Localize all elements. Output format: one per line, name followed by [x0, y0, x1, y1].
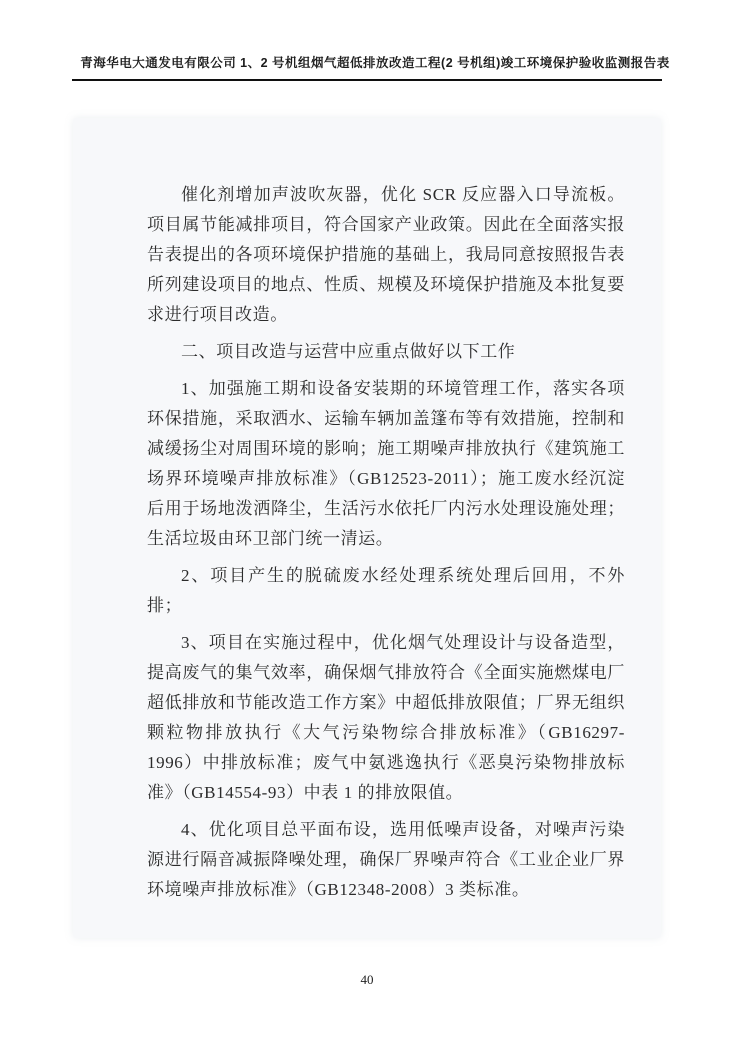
- header-divider-rule: [72, 79, 662, 81]
- paragraph-item-4-noise: 4、优化项目总平面布设，选用低噪声设备，对噪声污染源进行隔音减振降噪处理，确保厂界噪声符合《工业企业厂界环境噪声排放标准》（GB12348-2008）3 类标准。: [147, 820, 625, 899]
- report-header-title: 青海华电大通发电有限公司 1、2 号机组烟气超低排放改造工程(2 号机组)竣工环境保护验收监测报告表: [80, 56, 670, 70]
- paragraph-approval-statement: 催化剂增加声波吹灰器，优化 SCR 反应器入口导流板。项目属节能减排项目，符合国家产业政策。因此在全面落实报告表提出的各项环境保护措施的基础上，我局同意按照报告表所列建设项目的地点、性质、规模及环境保护措施及本批复要求进行项目改造。: [147, 185, 625, 324]
- paragraph-item-2-wastewater: 2、项目产生的脱硫废水经处理系统处理后回用，不外排；: [147, 566, 625, 615]
- document-body: [147, 180, 625, 905]
- scanned-document-page: [73, 118, 661, 938]
- paragraph-item-1-construction: 1、加强施工期和设备安装期的环境管理工作，落实各项环保措施，采取洒水、运输车辆加盖篷布等有效措施，控制和减缓扬尘对周围环境的影响；施工期噪声排放执行《建筑施工场界环境噪声排放标准》（GB12523-2011）；施工废水经沉淀后用于场地泼洒降尘，生活污水依托厂内污水处理设施处理；生活垃圾由环卫部门统一清运。: [147, 379, 625, 548]
- page-number: 40: [360, 972, 374, 987]
- paragraph-item-3-flue-gas: 3、项目在实施过程中，优化烟气处理设计与设备造型，提高废气的集气效率，确保烟气排放符合《全面实施燃煤电厂超低排放和节能改造工作方案》中超低排放限值；厂界无组织颗粒物排放执行《大气污染物综合排放标准》（GB16297-1996）中排放标准；废气中氨逃逸执行《恶臭污染物排放标准》（GB14554-93）中表 1 的排放限值。: [147, 633, 625, 802]
- paragraph-section-heading: 二、项目改造与运营中应重点做好以下工作: [181, 342, 516, 361]
